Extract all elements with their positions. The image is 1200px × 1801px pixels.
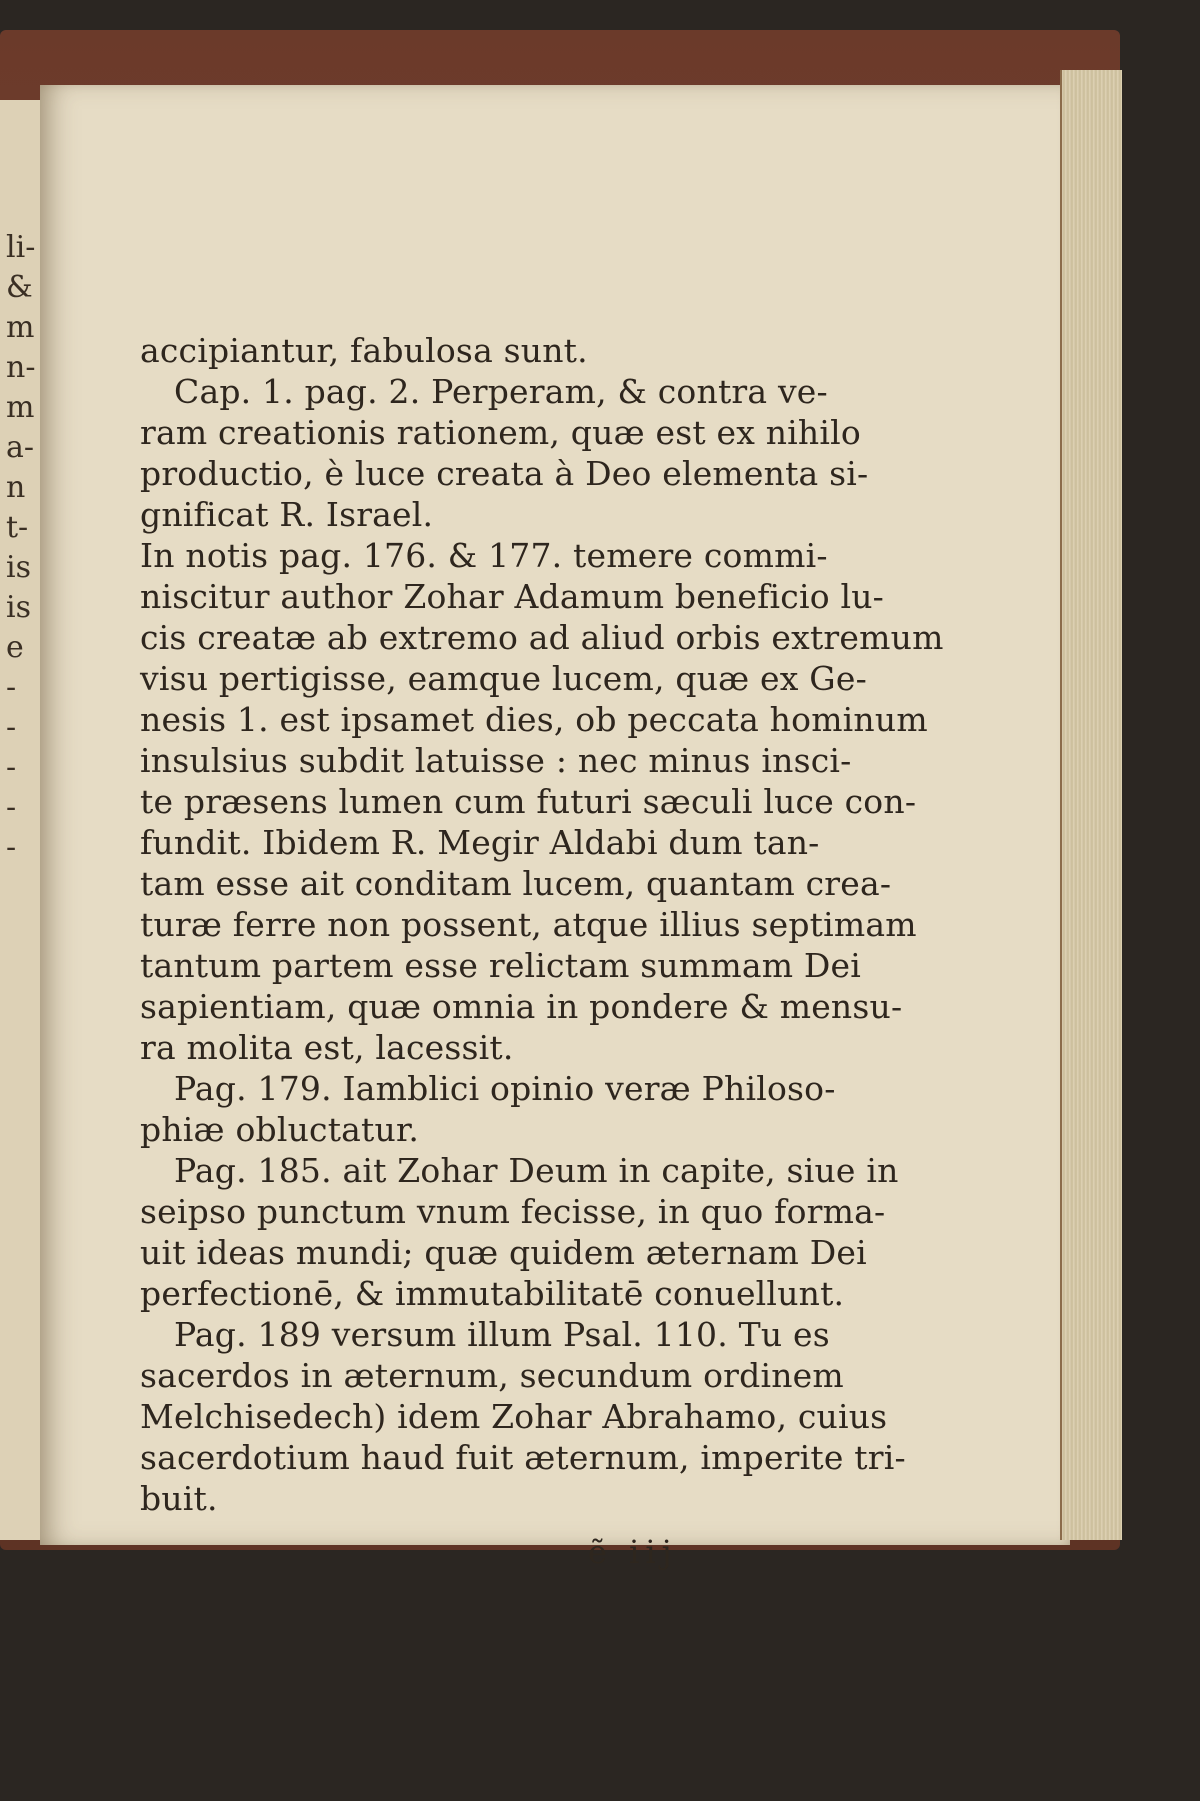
- text-line: niscitur author Zohar Adamum beneficio lu-: [140, 577, 885, 616]
- text-line: insulsius subdit latuisse : nec minus insci-: [140, 741, 852, 780]
- previous-page-fragment: a-: [6, 430, 35, 465]
- previous-page-fragment: -: [6, 750, 17, 785]
- text-line: seipso punctum vnum fecisse, in quo forma-: [140, 1192, 886, 1231]
- previous-page-fragment: e: [6, 630, 24, 665]
- previous-page-fragment: m: [6, 390, 35, 425]
- text-line: tam esse ait conditam lucem, quantam crea-: [140, 864, 892, 903]
- previous-page-fragment: -: [6, 830, 17, 865]
- text-line: buit.: [140, 1479, 218, 1518]
- printer-signature: ẽ iij: [588, 1533, 678, 1571]
- text-line: ra molita est, lacessit.: [140, 1028, 514, 1067]
- text-line: Pag. 185. ait Zohar Deum in capite, siue in: [174, 1151, 899, 1190]
- page-body-text: [140, 330, 944, 1519]
- previous-page-fragment: -: [6, 670, 17, 705]
- text-line: sapientiam, quæ omnia in pondere & mensu-: [140, 987, 903, 1026]
- text-line: phiæ obluctatur.: [140, 1110, 420, 1149]
- previous-page-fragment: is: [6, 590, 31, 625]
- text-line: cis creatæ ab extremo ad aliud orbis extremum: [140, 618, 944, 657]
- text-line: sacerdotium haud fuit æternum, imperite tri-: [140, 1438, 906, 1477]
- previous-page-fragment: li-: [6, 230, 36, 265]
- text-line: Pag. 179. Iamblici opinio veræ Philoso-: [174, 1069, 836, 1108]
- text-line: nesis 1. est ipsamet dies, ob peccata hominum: [140, 700, 928, 739]
- previous-page-fragment: -: [6, 790, 17, 825]
- text-line: visu pertigisse, eamque lucem, quæ ex Ge-: [140, 659, 867, 698]
- text-line: ram creationis rationem, quæ est ex nihilo: [140, 413, 861, 452]
- text-line: perfectionē, & immutabilitatē conuellunt.: [140, 1274, 845, 1313]
- text-line: uit ideas mundi; quæ quidem æternam Dei: [140, 1233, 867, 1272]
- page-fore-edge: [1060, 70, 1122, 1540]
- text-line: sacerdos in æternum, secundum ordinem: [140, 1356, 844, 1395]
- text-line: fundit. Ibidem R. Megir Aldabi dum tan-: [140, 823, 820, 862]
- text-line: productio, è luce creata à Deo elementa si-: [140, 454, 869, 493]
- text-line: te præsens lumen cum futuri sæculi luce con-: [140, 782, 917, 821]
- text-line: accipiantur, fabulosa sunt.: [140, 331, 588, 370]
- previous-page-fragment: m: [6, 310, 35, 345]
- previous-page-fragment: t-: [6, 510, 29, 545]
- text-line: tantum partem esse relictam summam Dei: [140, 946, 862, 985]
- previous-page-fragment: is: [6, 550, 31, 585]
- text-line: turæ ferre non possent, atque illius septimam: [140, 905, 917, 944]
- previous-page-fragment: n-: [6, 350, 36, 385]
- text-line: In notis pag. 176. & 177. temere commi-: [140, 536, 828, 575]
- text-line: Cap. 1. pag. 2. Perperam, & contra ve-: [174, 372, 828, 411]
- text-line: Melchisedech) idem Zohar Abrahamo, cuius: [140, 1397, 888, 1436]
- previous-page-fragment: n: [6, 470, 26, 505]
- text-line: gnificat R. Israel.: [140, 495, 434, 534]
- previous-page-fragment: -: [6, 710, 17, 745]
- book-page: [40, 85, 1070, 1571]
- text-line: Pag. 189 versum illum Psal. 110. Tu es: [174, 1315, 830, 1354]
- previous-page-edge: [0, 100, 45, 1540]
- previous-page-fragment: &: [6, 270, 33, 305]
